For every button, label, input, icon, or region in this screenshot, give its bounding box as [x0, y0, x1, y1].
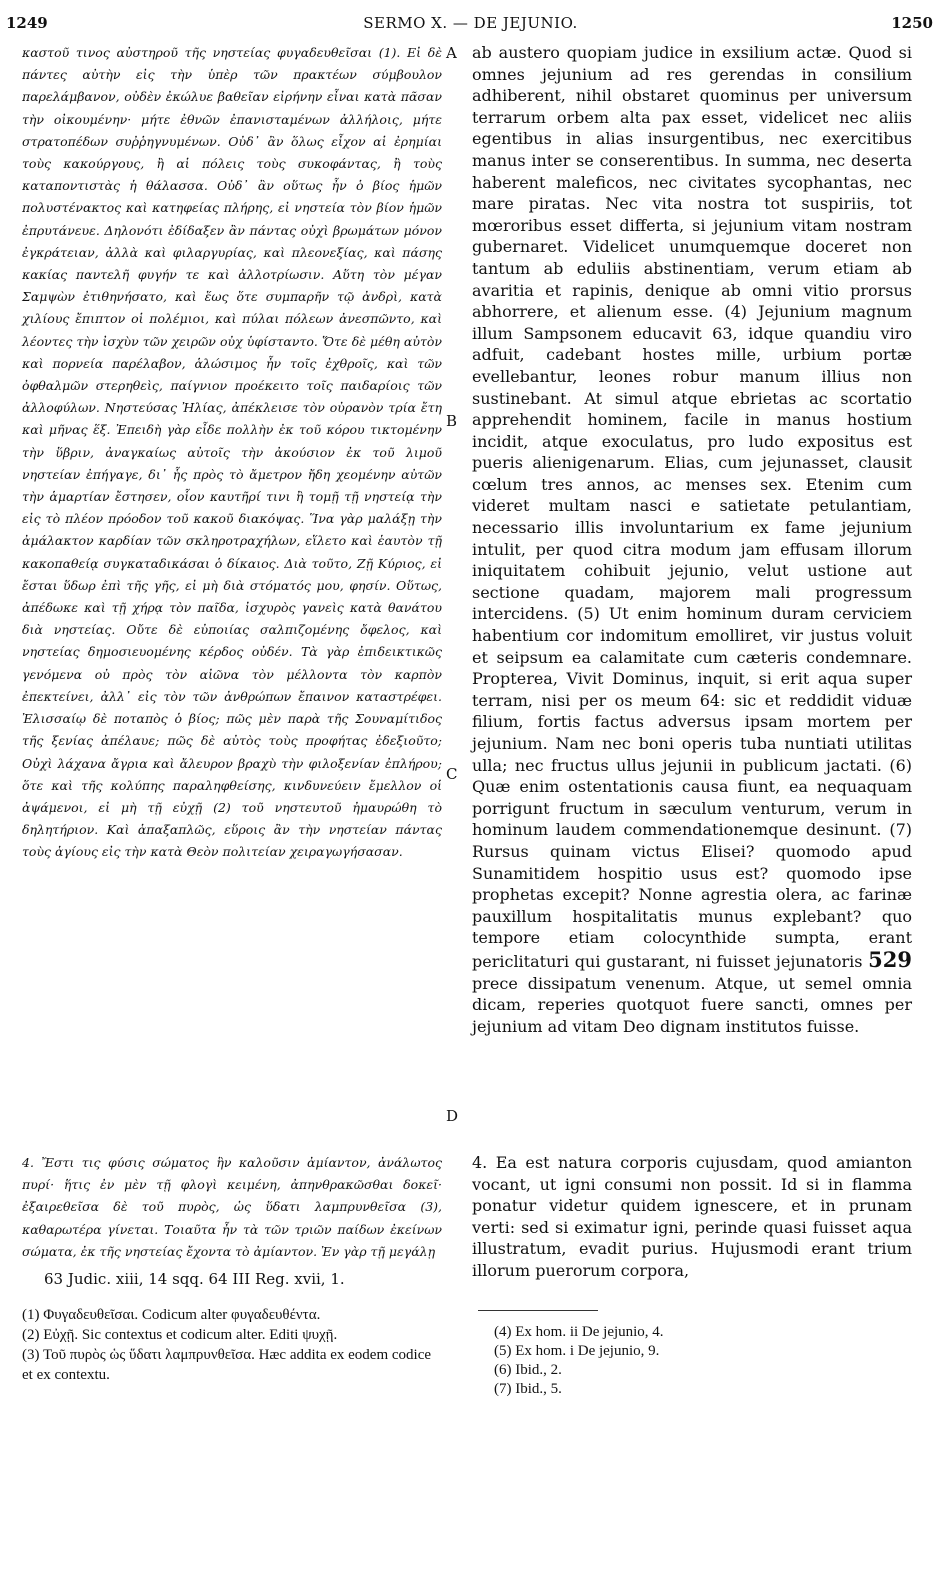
running-title: SERMO X. — DE JEJUNIO. [363, 14, 578, 32]
footnote: (3) Τοῦ πυρὸς ὡς ὕδατι λαμπρυνθεῖσα. Hæc addita ex eodem codice et ex contextu. [22, 1347, 432, 1383]
page-number-right: 1250 [891, 14, 933, 32]
footnote: (1) Φυγαδευθεῖσαι. Codicum alter φυγαδευθέντα. [22, 1307, 321, 1323]
latin-column-section-2 [472, 1152, 912, 1282]
margin-marker-b: B [446, 412, 458, 430]
latin-text-section-2: 4. Ea est natura corporis cujusdam, quod amianton vocant, ut igni consumi non possit. Id si in flamma ponatur videtur quidem ignescere, et in prunam verti: sed si eximatur igni, perinde quasi fuisset aqua illustratum, evadit purius. Hujusmodi erant trium illorum puerorum corpora, [472, 1153, 912, 1280]
latin-text-end: prece dissipatum venenum. Atque, ut semel omnia dicam, reperies quotquot fuere sancti, omnes per jejunium ad vitam Deo dignam institutos fuisse. [472, 973, 912, 1036]
footnote: (2) Εὐχῇ. Sic contextus et codicum alter. Editi ψυχῇ. [22, 1327, 338, 1343]
scripture-references: 63 Judic. xiii, 14 sqq. 64 III Reg. xvii, 1. [44, 1270, 345, 1288]
margin-marker-a: A [446, 44, 457, 62]
footnote: (5) Ex hom. i De jejunio, 9. [494, 1343, 660, 1359]
greek-column [22, 42, 442, 864]
latin-text-section-1 [472, 42, 912, 1037]
latin-column [472, 42, 912, 1037]
column-number: 529 [868, 946, 912, 972]
footnotes-right [494, 1323, 794, 1399]
footnote: (7) Ibid., 5. [494, 1381, 562, 1397]
footnote: (4) Ex hom. ii De jejunio, 4. [494, 1324, 664, 1340]
margin-marker-c: C [446, 765, 458, 783]
page-number-left: 1249 [6, 14, 48, 32]
margin-markers [442, 0, 472, 1586]
greek-text-section-2: 4. Ἔστι τις φύσις σώματος ἣν καλοῦσιν ἀμίαντον, ἀνάλωτος πυρί· ἥτις ἐν μὲν τῇ φλογὶ κειμένη, ἀπηνθρακῶσθαι δοκεῖ· ἐξαιρεθεῖσα δὲ τοῦ πυρὸς, ὡς ὕδατι λαμπρυνθεῖσα (3), καθαρωτέρα γίνεται. Τοιαῦτα ἦν τὰ τῶν τριῶν παίδων ἐκείνων σώματα, ἐκ τῆς νηστείας ἔχοντα τὸ ἀμίαντον. Ἐν γὰρ τῇ μεγάλῃ [22, 1155, 442, 1259]
greek-text-section-1: καστοῦ τινος αὐστηροῦ τῆς νηστείας φυγαδευθεῖσαι (1). Εἰ δὲ πάντες αὐτὴν εἰς τὴν ὑπὲρ τῶν πρακτέων σύμβουλον παρελάμβανον, οὐδὲν ἐκώλυε βαθεῖαν εἰρήνην εἶναι κατὰ πᾶσαν τὴν οἰκουμένην· μήτε ἐθνῶν ἐπανισταμένων ἀλλήλοις, μήτε στρατοπέδων συῤῥηγνυμένων. Οὐδ᾽ ἂν ὅλως εἶχον αἱ ἐρημίαι τοὺς κακούργους, ἢ αἱ πόλεις τοὺς συκοφάντας, ἢ τοὺς καταποντιστὰς ἡ θάλασσα. Οὐδ᾽ ἂν οὕτως ἦν ὁ βίος ἡμῶν πολυστένακτος καὶ κατηφείας πλήρης, εἰ νηστεία τὸν βίον ἡμῶν ἐπρυτάνευε. Δηλονότι ἐδίδαξεν ἂν πάντας οὐχὶ βρωμάτων μόνον ἐγκράτειαν, ἀλλὰ καὶ φιλαργυρίας, καὶ πλεονεξίας, καὶ πάσης κακίας παντελῆ φυγήν τε καὶ ἀλλοτρίωσιν. Αὕτη τὸν μέγαν Σαμψὼν ἐτιθηνήσατο, καὶ ἕως ὅτε συμπαρῆν τῷ ἀνδρὶ, κατὰ χιλίους ἔπιπτον οἱ πολέμιοι, καὶ πύλαι πόλεων ἀνεσπῶντο, καὶ λέοντες τὴν ἰσχὺν τῶν χειρῶν οὐχ ὑφίσταντο. Ὅτε δὲ μέθη αὐτὸν καὶ πορνεία παρέλαβον, ἁλώσιμος ἦν τοῖς ἐχθροῖς, καὶ τῶν ὀφθαλμῶν στερηθεὶς, παίγνιον προέκειτο τοῖς παιδαρίοις τῶν ἀλλοφύλων. Νηστεύσας Ἠλίας, ἀπέκλεισε τὸν οὐρανὸν τρία ἔτη καὶ μῆνας ἕξ. Ἐπειδὴ γὰρ εἶδε πολλὴν ἐκ τοῦ κόρου τικτομένην τὴν ὕβριν, ἀναγκαίως αὐτοῖς τὴν ἀκούσιον ἐκ τοῦ λιμοῦ νηστείαν ἐπήγαγε, δι᾽ ἧς πρὸς τὸ ἄμετρον ἤδη χεομένην αὐτῶν τὴν ἁμαρτίαν ἔστησεν, οἷον καυτῆρί τινι ἢ τομῇ τῇ νηστείᾳ τὴν εἰς τὸ πλέον πρόοδον τοῦ κακοῦ διακόψας. Ἵνα γὰρ μαλάξῃ τὴν ἀμάλακτον καρδίαν τῶν σκληροτραχήλων, εἵλετο καὶ ἑαυτὸν τῇ κακοπαθείᾳ συγκαταδικάσαι ὁ δίκαιος. Διὰ τοῦτο, Ζῇ Κύριος, εἰ ἔσται ὕδωρ ἐπὶ τῆς γῆς, εἰ μὴ διὰ στόματός μου, φησίν. Οὕτως, ἀπέδωκε καὶ τῇ χήρᾳ τὸν παῖδα, ἰσχυρὸς γανεὶς κατὰ θανάτου διὰ νηστείας. Οὔτε δὲ εὐποιίας σαλπιζομένης ὄφελος, καὶ νηστείας δημοσιευομένης κέρδος οὐδέν. Τὰ γὰρ ἐπιδεικτικῶς γενόμενα οὐ πρὸς τὸν αἰῶνα τὸν μέλλοντα τὸν καρπὸν ἐπεκτείνει, ἀλλ᾽ εἰς τὸν τῶν ἀνθρώπων ἔπαινον καταστρέφει. Ἐλισσαίῳ δὲ ποταπὸς ὁ βίος; πῶς μὲν παρὰ τῆς Σουναμίτιδος τῆς ξενίας ἀπέλαυε; πῶς δὲ αὐτὸς τοὺς προφήτας ἐδεξιοῦτο; Οὐχὶ λάχανα ἄγρια καὶ ἄλευρον βραχὺ τὴν φιλοξενίαν ἐπλήρου; ὅτε καὶ τῆς κολύπης παραληφθείσης, κινδυνεύειν ἔμελλον οἱ ἀψάμενοι, εἰ μὴ τῇ εὐχῇ (2) τοῦ νηστευτοῦ ἠμαυρώθη τὸ δηλητήριον. Καὶ ἁπαξαπλῶς, εὕροις ἂν τὴν νηστείαν πάντας τοὺς ἁγίους εἰς τὴν κατὰ Θεὸν πολιτείαν χειραγωγήσασαν. [22, 45, 442, 860]
latin-text-body: ab austero quopiam judice in exsilium actæ. Quod si omnes jejunium ad res gerendas in consilium adhiberent, nihil obstaret quominus per universum terrarum orbem alta pax esset, videlicet nec aliis egentibus in alias insurgentibus, nec exercitibus manus inter se conserentibus. In summa, nec deserta haberent maleficos, nec civitates sycophantas, nec mare piratas. Nec vita nostra tot suspiriis, tot mœroribus esset differta, si jejunium vitam nostram gubernaret. Videlicet unumquemque doceret non tantum ab eduliis abstinentiam, verum etiam ab avaritia et rapinis, denique ab omni vitio prorsus abhorrere, et alienum esse. (4) Jejunium magnum illum Sampsonem educavit 63, idque quandiu viro adfuit, cadebant hostes mille, urbium portæ evellebantur, leones robur manum illius non sustinebant. At simul atque ebrietas ac scortatio apprehendit hominem, facile in manus hostium incidit, atque exoculatus, pro ludo expositus est pueris alienigenarum. Elias, cum jejunasset, clausit cœlum tres annos, ac menses sex. Etenim cum videret multam nasci e satietate petulantiam, necessario illis involuntarium ex fame jejunium intulit, per quod citra modum jam effusam illorum iniquitatem cohibuit jejunio, velut ustione aut sectione quadam, majorem mali progressum intercidens. (5) Ut enim hominum duram cerviciem habentium cor indomitum emolliret, vir justus voluit et seipsum ea calamitate cum cæteris condemnare. Propterea, Vivit Dominus, inquit, si erit aqua super terram, nisi per os meum 64: sic et reddidit viduæ filium, fortis factus adversus ipsam mortem per jejunium. Nam nec boni operis tuba nuntiati utilitas ulla; nec fructus ullus jejunii in publicum jactati. (6) Quæ enim ostentationis causa fiunt, ea nequaquam porrigunt fructum in sæculum venturum, verum in hominum laudem commendationemque desinunt. (7) Rursus quinam victus Elisei? quomodo apud Sunamitidem hospitio usus est? quomodo ipse prophetas excepit? Nonne agrestia olera, ac farinæ pauxillum hospitalitatis munus explebant? quo tempore etiam colocynthide sumpta, erant periclitaturi qui gustarant, ni fuisset jejunatoris [472, 43, 912, 971]
margin-marker-d: D [446, 1107, 459, 1125]
footnotes-left [22, 1305, 442, 1385]
greek-column-section-2 [22, 1152, 442, 1263]
footnote-divider [478, 1310, 598, 1311]
footnote: (6) Ibid., 2. [494, 1362, 562, 1378]
